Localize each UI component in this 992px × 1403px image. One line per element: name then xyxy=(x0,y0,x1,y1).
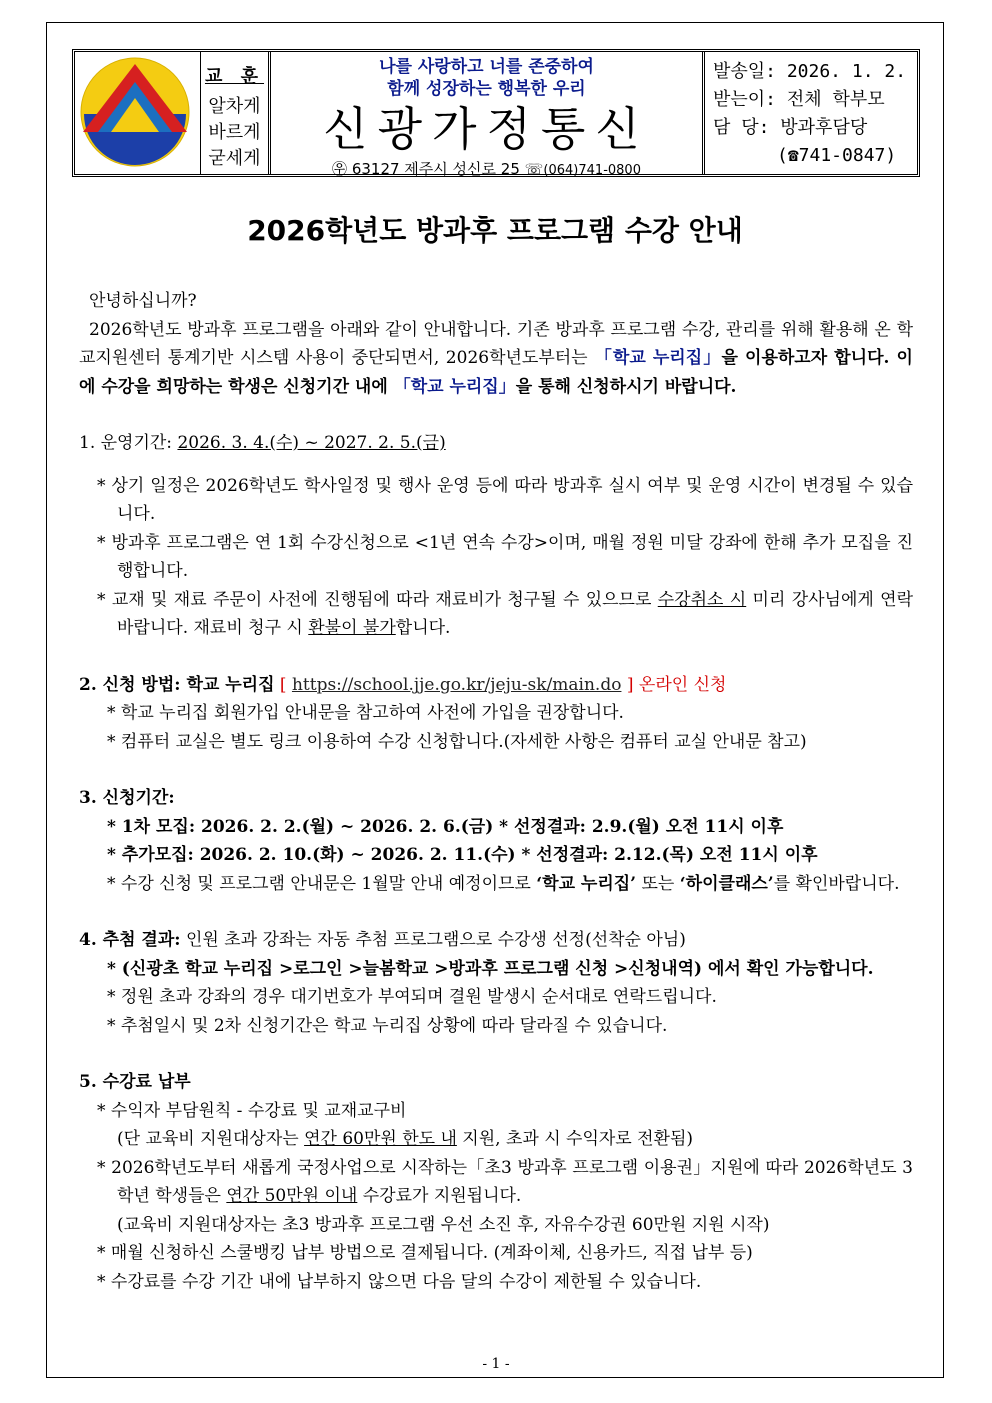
address-text: 63127 제주시 성신로 25 xyxy=(351,160,520,178)
newsletter-header xyxy=(72,49,920,177)
intro-text: 을 이용하고자 합니다. 이에 수강을 희망하는 학생은 신청기간 내에 xyxy=(79,348,913,397)
section-4-note: * 추첨일시 및 2차 신청기간은 학교 누리집 상황에 따라 달라질 수 있습니다. xyxy=(107,1015,668,1036)
note-text: 또는 xyxy=(636,873,680,894)
section-2-heading xyxy=(79,671,913,700)
section-4-heading xyxy=(79,926,913,955)
section-5-subnote xyxy=(79,1125,913,1154)
slogan-line-2: 함께 성장하는 행복한 우리 xyxy=(387,79,586,99)
contact-phone: (☎741-0847) xyxy=(777,145,897,166)
note-text: 지원, 초과 시 수익자로 전환됨) xyxy=(456,1129,694,1149)
school-website-link[interactable]: https://school.jje.go.kr/jeju-sk/main.do xyxy=(291,674,622,695)
round-2-schedule: * 추가모집: 2026. 2. 10.(화) ~ 2026. 2. 11.(수) * 선정결과: 2.12.(목) 오전 11시 이후 xyxy=(107,845,818,865)
operation-period: 2026. 3. 4.(수) ~ 2027. 2. 5.(금) xyxy=(177,433,446,453)
note-underline: 수강취소 시 xyxy=(657,589,747,610)
result-check-path: * (신광초 학교 누리집 >로그인 >늘봄학교 >방과후 프로그램 신청 >신청내역) 에서 확인 가능합니다. xyxy=(107,958,874,979)
school-address xyxy=(271,158,702,179)
section-2-note: * 컴퓨터 교실은 별도 링크 이용하여 수강 신청합니다.(자세한 사항은 컴퓨터 교실 안내문 참고) xyxy=(107,731,807,752)
note-text: * 교재 및 재료 주문이 사전에 진행됨에 따라 재료비가 청구될 수 있으므로 xyxy=(97,589,658,610)
note-text: 합니다. xyxy=(395,618,451,638)
document-title: 2026학년도 방과후 프로그램 수강 안내 xyxy=(247,214,743,247)
section-2-note: * 학교 누리집 회원가입 안내문을 참고하여 사전에 가입을 권장합니다. xyxy=(107,703,624,723)
section-3-heading: 3. 신청기간: xyxy=(79,788,175,808)
note-bold: ‘하이클래스’ xyxy=(679,873,774,894)
round-1-schedule: * 1차 모집: 2026. 2. 2.(월) ~ 2026. 2. 6.(금) * 선정결과: 2.9.(월) 오전 11시 이후 xyxy=(107,816,784,837)
issue-info xyxy=(705,52,917,174)
section-5-note: * 수강료를 수강 기간 내에 납부하지 않으면 다음 달의 수강이 제한될 수 있습니다. xyxy=(97,1271,702,1292)
contact-person: 담 당: 방과후담당 xyxy=(713,117,868,138)
section-1-note: * 상기 일정은 2026학년도 학사일정 및 행사 운영 등에 따라 방과후 실시 여부 및 운영 시간이 변경될 수 있습니다. xyxy=(97,475,913,524)
section-1-note xyxy=(79,586,913,643)
section-text: 인원 초과 강좌는 자동 추첨 프로그램으로 수강생 선정(선착순 아님) xyxy=(180,930,686,950)
bracket: [ xyxy=(279,674,287,695)
note-text: 수강료가 지원됩니다. xyxy=(357,1186,522,1206)
telephone-icon: ☏ xyxy=(524,160,544,178)
section-5-heading: 5. 수강료 납부 xyxy=(79,1072,191,1092)
note-bold: ‘학교 누리집’ xyxy=(536,873,637,894)
online-apply-text: ] 온라인 신청 xyxy=(626,674,727,695)
note-underline: 연간 50만원 이내 xyxy=(226,1186,358,1206)
note-underline: 환불이 불가 xyxy=(308,618,396,638)
note-text: (단 교육비 지원대상자는 xyxy=(117,1129,305,1149)
school-motto xyxy=(201,52,271,174)
section-5-note: * 수익자 부담원칙 - 수강료 및 교재교구비 xyxy=(97,1100,407,1121)
note-underline: 연간 60만원 한도 내 xyxy=(304,1129,457,1149)
note-text: 미리 강사님에게 연락바랍니다. 재료비 청구 시 xyxy=(117,589,914,638)
greeting: 안녕하십니까? xyxy=(89,291,197,311)
section-5-note xyxy=(79,1154,913,1211)
newsletter-title: 신광가정통신 xyxy=(323,102,650,156)
note-text: 를 확인바랍니다. xyxy=(773,873,900,894)
motto-line: 굳세게 xyxy=(208,148,261,169)
intro-text: 2026학년도 방과후 프로그램을 아래와 같이 안내합니다. 기존 방과후 프로그램 수강, 관리를 위해 활용해 온 학교지원센터 통계기반 시스템 사용이 중단되면서, 2026학년도부터는 xyxy=(79,319,913,368)
section-1-heading xyxy=(79,429,913,458)
school-emblem xyxy=(75,52,201,174)
motto-title: 교 훈 xyxy=(204,66,265,87)
issue-date: 발송일: 2026. 1. 2. xyxy=(713,61,907,82)
school-emblem-icon xyxy=(75,52,195,174)
note-text: * 수강 신청 및 프로그램 안내문은 1월말 안내 예정이므로 xyxy=(107,873,537,894)
intro-highlight: 「학교 누리집」 xyxy=(393,376,516,397)
section-4-note: * 정원 초과 강좌의 경우 대기번호가 부여되며 결원 발생시 순서대로 연락드립니다. xyxy=(107,987,717,1007)
section-label: 2. 신청 방법: 학교 누리집 xyxy=(79,674,275,695)
motto-line: 바르게 xyxy=(208,122,261,143)
section-label: 1. 운영기간: xyxy=(79,433,173,453)
section-5-note: * 매월 신청하신 스쿨뱅킹 납부 방법으로 결제됩니다. (계좌이체, 신용카드, 직접 납부 등) xyxy=(97,1243,753,1263)
document-page xyxy=(46,22,944,1378)
intro-text: 을 통해 신청하시기 바랍니다. xyxy=(515,376,737,397)
section-3-note xyxy=(79,870,913,899)
intro-highlight: 「학교 누리집」 xyxy=(594,348,722,368)
newsletter-masthead xyxy=(271,52,705,178)
recipient: 받는이: 전체 학부모 xyxy=(713,89,885,110)
phone-text: (064)741-0800 xyxy=(543,163,641,178)
note-text: * 2026학년도부터 새롭게 국정사업으로 시작하는「초3 방과후 프로그램 이용권」지원에 따라 2026학년도 3학년 학생들은 xyxy=(97,1157,913,1206)
section-5-subnote: (교육비 지원대상자는 초3 방과후 프로그램 우선 소진 후, 자유수강권 60만원 지원 시작) xyxy=(117,1214,770,1235)
slogan-line-1: 나를 사랑하고 너를 존중하여 xyxy=(379,57,594,77)
motto-line: 알차게 xyxy=(208,96,261,117)
section-label: 4. 추첨 결과: xyxy=(79,930,181,950)
intro-paragraph xyxy=(79,316,913,402)
document-body xyxy=(79,287,913,1296)
page-number: - 1 - xyxy=(482,1356,510,1372)
postal-mark-icon: ㉾ xyxy=(332,160,348,178)
section-1-note: * 방과후 프로그램은 연 1회 수강신청으로 <1년 연속 수강>이며, 매월 정원 미달 강좌에 한해 추가 모집을 진행합니다. xyxy=(97,532,913,581)
